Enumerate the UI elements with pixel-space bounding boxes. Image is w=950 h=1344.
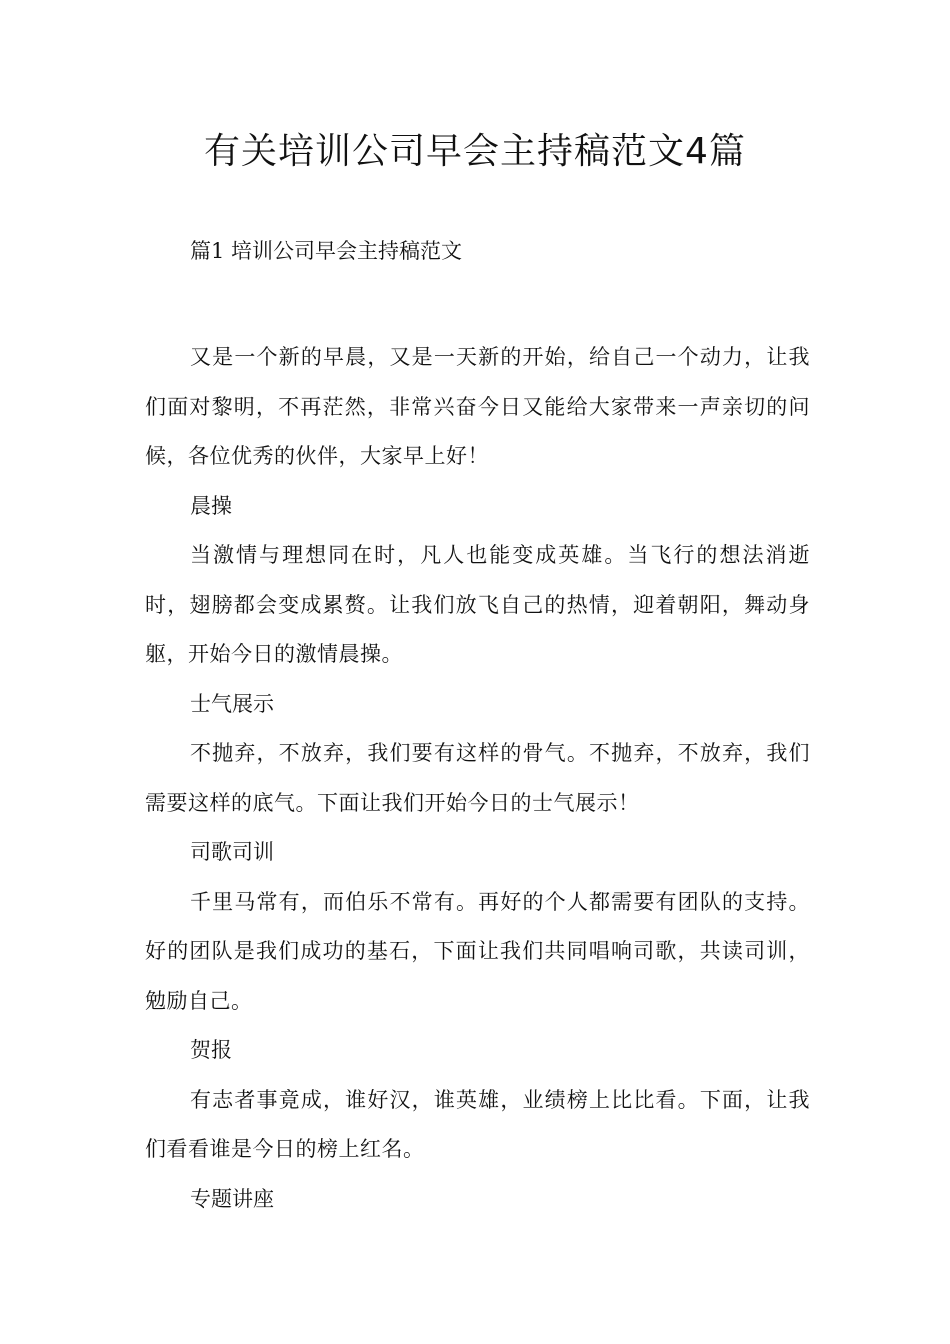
- subheading-company-song: 司歌司训: [190, 840, 274, 864]
- paragraph-congrats-report: 有志者事竟成，谁好汉，谁英雄，业绩榜上比比看。下面，让我们看看谁是今日的榜上红名。: [145, 1087, 810, 1161]
- paragraph-morning-exercise: 当激情与理想同在时，凡人也能变成英雄。当飞行的想法消逝时，翅膀都会变成累赘。让我们放飞自己的热情，迎着朝阳，舞动身躯，开始今日的激情晨操。: [145, 543, 810, 666]
- subheading-morning-exercise: 晨操: [190, 493, 232, 518]
- document-body: [145, 333, 810, 1224]
- page-title: 有关培训公司早会主持稿范文4篇: [204, 131, 746, 172]
- paragraph-greeting: 又是一个新的早晨，又是一天新的开始，给自己一个动力，让我们面对黎明，不再茫然，非常兴奋今日又能给大家带来一声亲切的问候，各位优秀的伙伴，大家早上好！: [145, 345, 810, 468]
- subheading-special-lecture: 专题讲座: [190, 1186, 274, 1211]
- paragraph-morale-show: 不抛弃，不放弃，我们要有这样的骨气。不抛弃，不放弃，我们需要这样的底气。下面让我们开始今日的士气展示！: [145, 741, 810, 815]
- subheading-congrats-report: 贺报: [190, 1038, 232, 1062]
- paragraph-company-song: 千里马常有，而伯乐不常有。再好的个人都需要有团队的支持。好的团队是我们成功的基石，下面让我们共同唱响司歌，共读司训，勉励自己。: [145, 889, 810, 1013]
- subheading-morale-show: 士气展示: [190, 691, 274, 716]
- section-heading: 篇1 培训公司早会主持稿范文: [190, 239, 463, 263]
